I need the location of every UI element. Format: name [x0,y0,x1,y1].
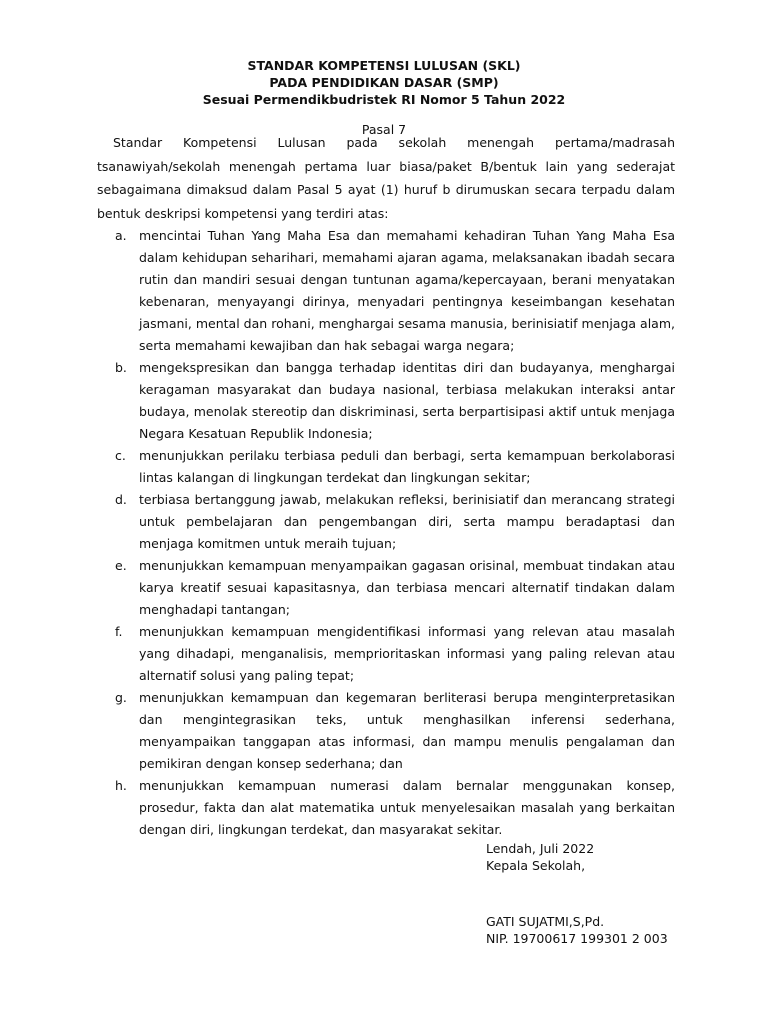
list-item-text: menunjukkan perilaku terbiasa peduli dan berbagi, serta kemampuan berkolaborasi lintas kalangan di lingkungan terdekat dan lingkungan sekitar; [139,448,675,485]
document-title: STANDAR KOMPETENSI LULUSAN (SKL) [247,58,521,73]
list-item-b [97,357,675,445]
list-marker: e. [115,558,127,573]
list-item-text: mengekspresikan dan bangga terhadap identitas diri dan budayanya, menghargai keragaman masyarakat dan budaya nasional, terbiasa melakukan interaksi antar budaya, menolak stereotip dan diskriminasi, serta berpartisipasi aktif untuk menjaga Negara Kesatuan Republik Indonesia; [139,360,675,441]
list-item-f [97,621,675,687]
list-item-text: menunjukkan kemampuan mengidentifikasi informasi yang relevan atau masalah yang dihadapi, menganalisis, memprioritaskan informasi yang paling relevan atau alternatif solusi yang paling tepat; [139,624,675,683]
document-reference: Sesuai Permendikbudristek RI Nomor 5 Tahun 2022 [202,92,566,107]
list-item-text: menunjukkan kemampuan numerasi dalam bernalar menggunakan konsep, prosedur, fakta dan alat matematika untuk menyelesaikan masalah yang berkaitan dengan diri, lingkungan terdekat, dan masyarakat sekitar. [139,778,675,837]
signer-block [486,913,668,947]
list-marker: c. [115,448,126,463]
list-item-text: mencintai Tuhan Yang Maha Esa dan memahami kehadiran Tuhan Yang Maha Esa dalam kehidupan seharihari, memahami ajaran agama, melaksanakan ibadah secara rutin dan mandiri sesuai dengan tuntunan agama/kepercayaan, berani menyatakan kebenaran, menyayangi dirinya, menyadari pentingnya keseimbangan kesehatan jasmani, mental dan rohani, menghargai sesama manusia, berinisiatif menjaga alam, serta memahami kewajiban dan hak sebagai warga negara; [139,228,675,353]
list-item-c [97,445,675,489]
list-item-text: terbiasa bertanggung jawab, melakukan refleksi, berinisiatif dan merancang strategi untuk pembelajaran dan pengembangan diri, serta mampu beradaptasi dan menjaga komitmen untuk meraih tujuan; [139,492,675,551]
list-item-a [97,225,675,357]
article-heading: Pasal 7 [361,122,407,137]
list-item-text: menunjukkan kemampuan menyampaikan gagasan orisinal, membuat tindakan atau karya kreatif sesuai kapasitasnya, dan terbiasa mencari alternatif tindakan dalam menghadapi tantangan; [139,558,675,617]
signature-block [486,840,594,874]
list-marker: a. [115,228,127,243]
list-marker: h. [115,778,127,793]
signer-name: GATI SUJATMI,S,Pd. [486,914,605,929]
list-item-e [97,555,675,621]
place-date: Lendah, Juli 2022 [486,841,595,856]
list-marker: b. [115,360,127,375]
signer-nip: NIP. 19700617 199301 2 003 [486,931,668,946]
list-marker: f. [115,624,123,639]
intro-paragraph: Standar Kompetensi Lulusan pada sekolah menengah pertama/madrasah tsanawiyah/sekolah menengah pertama luar biasa/paket B/bentuk lain yang sederajat sebagaimana dimaksud dalam Pasal 5 ayat (1) huruf b dirumuskan secara terpadu dalam bentuk deskripsi kompetensi yang terdiri atas: [97,135,675,221]
document-subtitle: PADA PENDIDIKAN DASAR (SMP) [269,75,499,90]
list-marker: d. [115,492,127,507]
list-item-h [97,775,675,841]
signer-position: Kepala Sekolah, [486,858,586,873]
list-item-g [97,687,675,775]
list-marker: g. [115,690,127,705]
list-item-d [97,489,675,555]
competency-list [97,225,675,841]
list-item-text: menunjukkan kemampuan dan kegemaran berliterasi berupa menginterpretasikan dan mengintegrasikan teks, untuk menghasilkan inferensi sederhana, menyampaikan tanggapan atas informasi, dan mampu menulis pengalaman dan pemikiran dengan konsep sederhana; dan [139,690,675,771]
